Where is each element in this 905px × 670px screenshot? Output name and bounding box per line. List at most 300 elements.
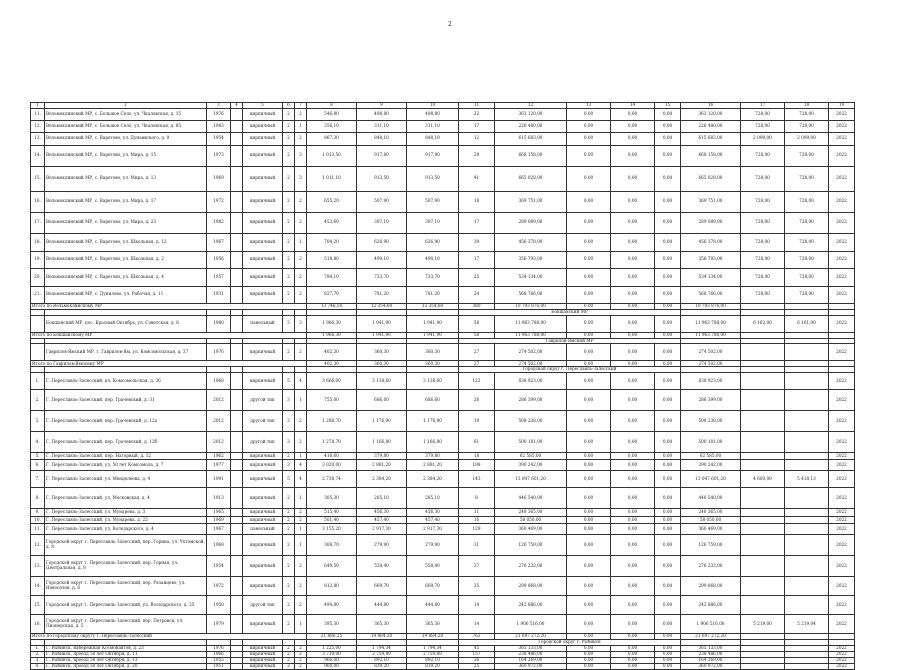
- living-area: 379,80: [357, 453, 407, 460]
- total-area: 21 886,25: [307, 634, 357, 640]
- total-area: 704,20: [307, 233, 357, 251]
- unit-cost-actual: 728,00: [785, 286, 829, 303]
- cost-col-15: 0,00: [655, 471, 681, 488]
- year-built: 1991: [207, 471, 231, 488]
- unit-cost-max: 728,00: [741, 120, 785, 132]
- cost-col-16: 369 751,00: [681, 191, 741, 212]
- living-area: 360,30: [357, 361, 407, 367]
- year-built: 1972: [207, 191, 231, 212]
- cost-col-15: 0,00: [655, 361, 681, 367]
- living-area: 2 384,20: [357, 471, 407, 488]
- address: Вельмоклинский МР, с. Варегово, ул. Школьная, д. 4: [45, 268, 207, 286]
- living-area-residential: 669,70: [407, 577, 459, 596]
- cost-col-14: 0,00: [611, 315, 655, 332]
- year-built: 1956: [207, 251, 231, 268]
- row-number: 11.: [31, 108, 45, 120]
- residents-count: 8: [459, 488, 495, 509]
- planned-year: 2022: [829, 596, 855, 615]
- living-area-residential: 360,30: [407, 361, 459, 367]
- year-built: 1954: [207, 132, 231, 145]
- column-number: 12: [495, 103, 567, 109]
- blank-cell: [231, 191, 243, 212]
- cost-col-14: 0,00: [611, 517, 655, 524]
- floors: 2: [283, 658, 295, 664]
- living-area: 2 881,20: [357, 460, 407, 471]
- cost-col-15: 0,00: [655, 132, 681, 145]
- cost-col-13: 0,00: [567, 488, 611, 509]
- cost-col-14: 0,00: [611, 556, 655, 577]
- address: Г. Переславль-Залесский, пер. Грачевский, д. 31: [45, 390, 207, 411]
- living-area: 498,80: [357, 108, 407, 120]
- repair-cost: 13 047 601,20: [495, 471, 567, 488]
- living-area: 3 138,60: [357, 373, 407, 390]
- blank-cell: [231, 344, 243, 361]
- table-row: [31, 432, 855, 453]
- repair-cost: 21 697 272,20: [495, 634, 567, 640]
- year-built: 1969: [207, 517, 231, 524]
- cost-col-16: 500 181,00: [681, 432, 741, 453]
- table-row: [31, 251, 855, 268]
- wall-material: кирпичный: [243, 120, 283, 132]
- year-built: 1973: [207, 145, 231, 166]
- total-area: 3 155,20: [307, 524, 357, 535]
- wall-material: кирпичный: [243, 517, 283, 524]
- table-row: [31, 344, 855, 361]
- living-area: 360,30: [357, 344, 407, 361]
- residents-count: 14: [459, 615, 495, 634]
- planned-year: 2022: [829, 615, 855, 634]
- address: Г. Рыбинск, проезд 50 лет Октября, д. 11: [45, 652, 207, 658]
- cost-col-13: 0,00: [567, 577, 611, 596]
- cost-col-14: 0,00: [611, 268, 655, 286]
- column-number: 13: [567, 103, 611, 109]
- living-area-residential: 507,90: [407, 191, 459, 212]
- wall-material: кирпичный: [243, 373, 283, 390]
- row-number: 12.: [31, 120, 45, 132]
- blank-cell: [231, 453, 243, 460]
- repair-cost: 500 181,00: [495, 432, 567, 453]
- cost-col-13: 0,00: [567, 120, 611, 132]
- repair-cost: 164 269,00: [495, 658, 567, 664]
- planned-year: 2022: [829, 166, 855, 191]
- total-label: Итого по городскому округу г. Переславль-Залесский: [31, 634, 307, 640]
- living-area: 19 884,20: [357, 634, 407, 640]
- cost-col-15: 0,00: [655, 145, 681, 166]
- repair-cost: 242 886,00: [495, 596, 567, 615]
- living-area: 626,90: [357, 233, 407, 251]
- cost-col-15: 0,00: [655, 303, 681, 309]
- residents-count: 11: [459, 509, 495, 517]
- row-number: 2.: [31, 652, 45, 658]
- repair-cost: 274 502,00: [495, 344, 567, 361]
- living-area: 1 166,80: [357, 432, 407, 453]
- entrances: 2: [295, 658, 307, 664]
- unit-cost-max: [741, 432, 785, 453]
- repair-cost: 446 540,00: [495, 488, 567, 509]
- wall-material: кирпичный: [243, 658, 283, 664]
- cost-col-15: 0,00: [655, 517, 681, 524]
- living-area-residential: 457,40: [407, 517, 459, 524]
- wall-material: кирпичный: [243, 191, 283, 212]
- total-area: 755,00: [307, 390, 357, 411]
- address: Г. Рыбинск, проезд 50 лет Октября, д. 20: [45, 664, 207, 670]
- entrances: 1: [295, 615, 307, 634]
- cost-col-15: 0,00: [655, 634, 681, 640]
- living-area: 457,40: [357, 517, 407, 524]
- planned-year: 2022: [829, 646, 855, 652]
- unit-cost-max: 2 099,00: [741, 132, 785, 145]
- entrances: 2: [295, 652, 307, 658]
- total-area: 1 966,30: [307, 332, 357, 338]
- cost-col-15: 0,00: [655, 390, 681, 411]
- section-title: Городской округ г. Переславль-Залесский: [459, 367, 681, 373]
- cost-col-13: 0,00: [567, 556, 611, 577]
- table-row: [31, 166, 855, 191]
- unit-cost-max: [741, 344, 785, 361]
- living-area: 285,10: [357, 488, 407, 509]
- blank-cell: [231, 286, 243, 303]
- unit-cost-max: [741, 524, 785, 535]
- living-area-residential: 19 884,20: [407, 634, 459, 640]
- cost-col-13: 0,00: [567, 233, 611, 251]
- entrances: 2: [295, 517, 307, 524]
- residents-count: 19: [459, 411, 495, 432]
- blank-cell: [231, 615, 243, 634]
- blank-cell: [231, 432, 243, 453]
- column-number: 7: [295, 103, 307, 109]
- year-built: 1976: [207, 344, 231, 361]
- cost-col-13: 0,00: [567, 460, 611, 471]
- cost-col-14: 0,00: [611, 664, 655, 670]
- unit-cost-actual: 728,00: [785, 233, 829, 251]
- repair-cost: 508 238,00: [495, 411, 567, 432]
- cost-col-14: 0,00: [611, 634, 655, 640]
- planned-year: 2022: [829, 390, 855, 411]
- address: Вельмоклинский МР, с. Варегово, ул. Мира, д. 17: [45, 191, 207, 212]
- cost-col-13: 0,00: [567, 145, 611, 166]
- unit-cost-max: 728,00: [741, 212, 785, 233]
- repair-cost: 360 972,00: [495, 664, 567, 670]
- wall-material: панельный: [243, 524, 283, 535]
- unit-cost-max: [741, 373, 785, 390]
- row-number: [31, 344, 45, 361]
- blank-cell: [231, 373, 243, 390]
- cost-col-15: 0,00: [655, 212, 681, 233]
- unit-cost-max: [741, 453, 785, 460]
- cost-col-13: 0,00: [567, 132, 611, 145]
- table-row: [31, 212, 855, 233]
- entrances: 3: [295, 145, 307, 166]
- cost-col-16: 615 683,00: [681, 132, 741, 145]
- living-area-residential: 913,50: [407, 166, 459, 191]
- living-area-residential: 626,90: [407, 233, 459, 251]
- cost-col-13: 0,00: [567, 535, 611, 556]
- total-area: 812,80: [307, 577, 357, 596]
- cost-col-13: 0,00: [567, 212, 611, 233]
- cost-col-16: 62 585,00: [681, 453, 741, 460]
- cost-col-13: 0,00: [567, 664, 611, 670]
- blank-cell: [231, 471, 243, 488]
- table-row: [31, 108, 855, 120]
- planned-year: 2022: [829, 411, 855, 432]
- cost-col-15: 0,00: [655, 373, 681, 390]
- cost-col-15: 0,00: [655, 191, 681, 212]
- cost-col-15: 0,00: [655, 646, 681, 652]
- cost-col-14: 0,00: [611, 411, 655, 432]
- total-area: 655,20: [307, 191, 357, 212]
- planned-year: 2022: [829, 471, 855, 488]
- residents-count: 12: [459, 132, 495, 145]
- repair-cost: 365 133,00: [495, 646, 567, 652]
- living-area: 2 917,30: [357, 524, 407, 535]
- cost-col-14: 0,00: [611, 233, 655, 251]
- repair-cost: 248 365,00: [495, 509, 567, 517]
- cost-col-16: 248 365,00: [681, 509, 741, 517]
- repair-cost: 274 502,00: [495, 361, 567, 367]
- residents-count: 26: [459, 390, 495, 411]
- repair-cost: 534 134,00: [495, 268, 567, 286]
- planned-year: 2022: [829, 212, 855, 233]
- cost-col-13: 0,00: [567, 509, 611, 517]
- year-built: 1965: [207, 509, 231, 517]
- planned-year: 2022: [829, 509, 855, 517]
- table-row: [31, 524, 855, 535]
- living-area-residential: 285,10: [407, 488, 459, 509]
- wall-material: кирпичный: [243, 268, 283, 286]
- unit-cost-max: 728,00: [741, 145, 785, 166]
- floors: 3: [283, 315, 295, 332]
- residents-count: 22: [459, 108, 495, 120]
- row-number: 7.: [31, 471, 45, 488]
- total-area: 356,10: [307, 120, 357, 132]
- wall-material: панельный: [243, 315, 283, 332]
- table-row: [31, 373, 855, 390]
- unit-cost-actual: [785, 411, 829, 432]
- planned-year: 2022: [829, 460, 855, 471]
- total-area: 308,70: [307, 535, 357, 556]
- address: Г. Переславль-Залесский, ул. 50 лет Комсомола, д. 7: [45, 460, 207, 471]
- residents-count: 17: [459, 251, 495, 268]
- cost-col-13: 0,00: [567, 303, 611, 309]
- total-area: 416,60: [307, 453, 357, 460]
- residents-count: 17: [459, 120, 495, 132]
- floors: 2: [283, 233, 295, 251]
- cost-col-14: 0,00: [611, 120, 655, 132]
- cost-col-15: 0,00: [655, 108, 681, 120]
- entrances: 2: [295, 556, 307, 577]
- repair-cost: 356 793,00: [495, 251, 567, 268]
- entrances: 3: [295, 315, 307, 332]
- total-area: 546,80: [307, 108, 357, 120]
- living-area: 1 176,90: [357, 411, 407, 432]
- cost-col-15: 0,00: [655, 315, 681, 332]
- cost-col-15: 0,00: [655, 460, 681, 471]
- planned-year: 2022: [829, 145, 855, 166]
- residents-count: 14: [459, 596, 495, 615]
- floors: 2: [283, 577, 295, 596]
- living-area-residential: 2 881,20: [407, 460, 459, 471]
- row-number: 4.: [31, 664, 45, 670]
- repair-cost: 226 480,00: [495, 120, 567, 132]
- cost-col-16: 242 886,00: [681, 596, 741, 615]
- row-number: 15.: [31, 596, 45, 615]
- cost-col-16: 1 906 516,00: [681, 615, 741, 634]
- cost-col-14: 0,00: [611, 453, 655, 460]
- cost-col-15: 0,00: [655, 120, 681, 132]
- blank-cell: [231, 577, 243, 596]
- residents-count: 26: [459, 658, 495, 664]
- residents-count: 157: [459, 652, 495, 658]
- address: Г. Рыбинск, проезд 50 лет Октября, д. 13: [45, 658, 207, 664]
- address: Вельмоклинский МР, с. Варегово, ул. Мира, д. 23: [45, 212, 207, 233]
- section-title: Гаврилов-Ямский МР: [459, 338, 681, 344]
- floors: 2: [283, 535, 295, 556]
- cost-col-13: 0,00: [567, 332, 611, 338]
- floors: 2: [283, 145, 295, 166]
- entrances: 1: [295, 524, 307, 535]
- row-number: 11.: [31, 524, 45, 535]
- table-row: [31, 233, 855, 251]
- table-row: [31, 577, 855, 596]
- wall-material: кирпичный: [243, 344, 283, 361]
- planned-year: 2022: [829, 517, 855, 524]
- living-area-residential: 2 917,30: [407, 524, 459, 535]
- unit-cost-actual: [785, 664, 829, 670]
- entrances: 2: [295, 432, 307, 453]
- unit-cost-max: [741, 460, 785, 471]
- row-number: 13.: [31, 132, 45, 145]
- cost-col-14: 0,00: [611, 191, 655, 212]
- repair-cost: 360 469,00: [495, 524, 567, 535]
- row-number: 14.: [31, 577, 45, 596]
- register-table-body: [31, 103, 855, 670]
- total-area: 1 966,30: [307, 315, 357, 332]
- wall-material: кирпичный: [243, 509, 283, 517]
- table-row: [31, 145, 855, 166]
- row-number: 3.: [31, 658, 45, 664]
- living-area: 279,90: [357, 535, 407, 556]
- cost-col-16: 226 480,00: [681, 120, 741, 132]
- blank-cell: [231, 535, 243, 556]
- living-area-residential: 397,10: [407, 212, 459, 233]
- cost-col-13: 0,00: [567, 268, 611, 286]
- address: Г. Переславль-Залесский, ул. Менделеева, д. 4: [45, 471, 207, 488]
- wall-material: кирпичный: [243, 535, 283, 556]
- residents-count: 18: [459, 453, 495, 460]
- residents-count: 129: [459, 524, 495, 535]
- unit-cost-max: [741, 517, 785, 524]
- total-area: 960,00: [307, 664, 357, 670]
- page-number: 2: [448, 21, 452, 28]
- cost-col-16: 164 269,00: [681, 658, 741, 664]
- total-area: 494,80: [307, 596, 357, 615]
- cost-col-15: 0,00: [655, 268, 681, 286]
- living-area-residential: 917,80: [407, 145, 459, 166]
- unit-cost-max: [741, 577, 785, 596]
- unit-cost-actual: [785, 344, 829, 361]
- year-built: 1958: [207, 596, 231, 615]
- cost-col-15: 0,00: [655, 577, 681, 596]
- floors: 3: [283, 432, 295, 453]
- cost-col-16: 21 697 272,20: [681, 634, 741, 640]
- living-area: 1 941,90: [357, 315, 407, 332]
- entrances: 2: [295, 268, 307, 286]
- row-number: 3.: [31, 411, 45, 432]
- living-area-residential: 1 176,90: [407, 411, 459, 432]
- table-row: [31, 268, 855, 286]
- cost-col-14: 0,00: [611, 132, 655, 145]
- living-area-residential: 1 941,90: [407, 332, 459, 338]
- cost-col-16: 11 963 788,00: [681, 315, 741, 332]
- table-row: [31, 453, 855, 460]
- residents-count: 58: [459, 332, 495, 338]
- address: Вельмоклинский МР, с. Большое Село, ул. Чкаловская, д. 15: [45, 108, 207, 120]
- total-area: 1 011,10: [307, 166, 357, 191]
- cost-col-16: 299 868,00: [681, 577, 741, 596]
- repair-cost: 289 089,00: [495, 212, 567, 233]
- planned-year: 2022: [829, 535, 855, 556]
- floors: 2: [283, 453, 295, 460]
- row-number: 13.: [31, 556, 45, 577]
- address: Вельмоклинский МР, с. Варегово, ул. Мира, д. 15: [45, 145, 207, 166]
- living-area-residential: 360,30: [407, 344, 459, 361]
- repair-cost: 11 963 788,00: [495, 315, 567, 332]
- row-number: 21.: [31, 286, 45, 303]
- planned-year: 2022: [829, 373, 855, 390]
- living-area: 444,80: [357, 596, 407, 615]
- cost-col-13: 0,00: [567, 517, 611, 524]
- planned-year: 2022: [829, 191, 855, 212]
- planned-year: 2022: [829, 120, 855, 132]
- total-area: 1 225,00: [307, 646, 357, 652]
- address: Вельмоклинский МР, с. Варегово, ул. Мира, д. 13: [45, 166, 207, 191]
- cost-col-13: 0,00: [567, 251, 611, 268]
- unit-cost-actual: [785, 453, 829, 460]
- unit-cost-max: 728,00: [741, 268, 785, 286]
- living-area-residential: 781,20: [407, 286, 459, 303]
- floors: 2: [283, 268, 295, 286]
- unit-cost-actual: [785, 517, 829, 524]
- total-area: 501,40: [307, 517, 357, 524]
- entrances: 4: [295, 373, 307, 390]
- column-number: 17: [741, 103, 785, 109]
- table-row: [31, 286, 855, 303]
- cost-col-16: 838 923,00: [681, 373, 741, 390]
- year-built: 1980: [207, 315, 231, 332]
- row-number: 10.: [31, 517, 45, 524]
- cost-col-16: 10 793 876,00: [681, 303, 741, 309]
- cost-col-16: 508 238,00: [681, 411, 741, 432]
- address: Г. Переславль-Залесский, ул. Московская, д. 4: [45, 488, 207, 509]
- blank-cell: [231, 315, 243, 332]
- column-number: 18: [785, 103, 829, 109]
- floors: 5: [283, 471, 295, 488]
- register-table: [30, 102, 855, 670]
- residents-count: 45: [459, 646, 495, 652]
- unit-cost-actual: [785, 556, 829, 577]
- residents-count: 122: [459, 373, 495, 390]
- cost-col-15: 0,00: [655, 615, 681, 634]
- repair-cost: 10 793 876,00: [495, 303, 567, 309]
- wall-material: другой тип: [243, 432, 283, 453]
- planned-year: 2022: [829, 652, 855, 658]
- year-built: 1976: [207, 646, 231, 652]
- entrances: 2: [295, 577, 307, 596]
- blank-cell: [231, 664, 243, 670]
- entrances: 1: [295, 535, 307, 556]
- repair-cost: 668 158,00: [495, 145, 567, 166]
- row-number: 1.: [31, 373, 45, 390]
